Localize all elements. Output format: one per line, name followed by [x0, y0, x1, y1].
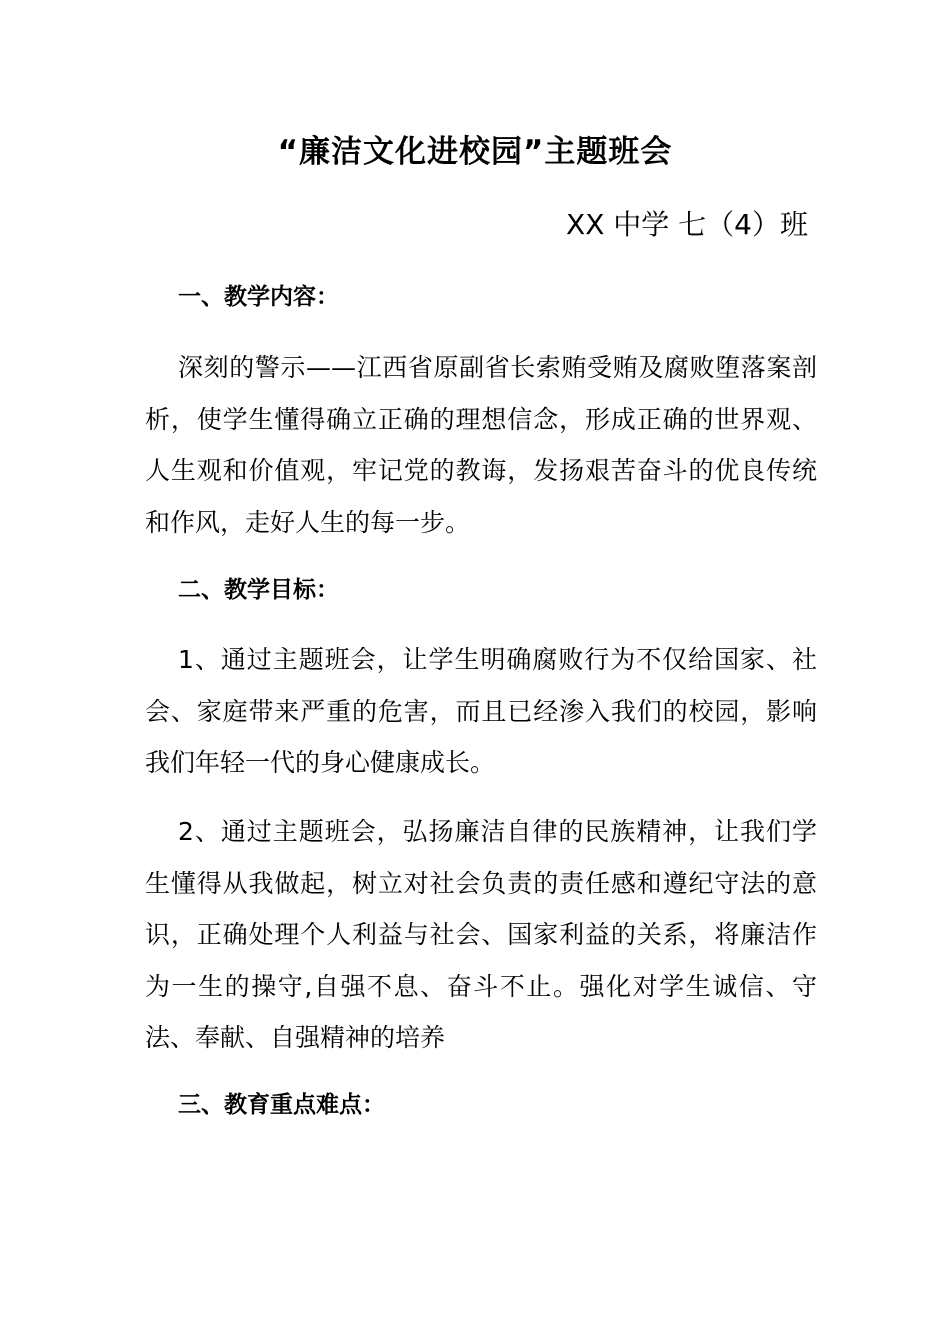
class-name: XX 中学 七（4）班	[566, 208, 808, 241]
section-heading-content: 一、教学内容：	[178, 284, 339, 310]
paragraph-content: 深刻的警示——江西省原副省长索贿受贿及腐败堕落案剖析，使学生懂得确立正确的理想信念，形成正确的世界观、人生观和价值观，牢记党的教诲，发扬艰苦奋斗的优良传统和作风，走好人生的每一步。	[145, 353, 817, 537]
paragraph-goal-2: 2、通过主题班会，弘扬廉洁自律的民族精神，让我们学生懂得从我做起，树立对社会负责的责任感和遵纪守法的意识，正确处理个人利益与社会、国家利益的关系，将廉洁作为一生的操守,自强不息、奋斗不止。强化对学生诚信、守法、奉献、自强精神的培养	[145, 817, 817, 1052]
section-heading-goals: 二、教学目标：	[178, 577, 339, 603]
document-title: “廉洁文化进校园”主题班会	[277, 134, 673, 170]
paragraph-goal-1: 1、通过主题班会，让学生明确腐败行为不仅给国家、社会、家庭带来严重的危害，而且已经渗入我们的校园，影响我们年轻一代的身心健康成长。	[145, 645, 817, 777]
section-heading-key-points: 三、教育重点难点：	[178, 1092, 385, 1118]
